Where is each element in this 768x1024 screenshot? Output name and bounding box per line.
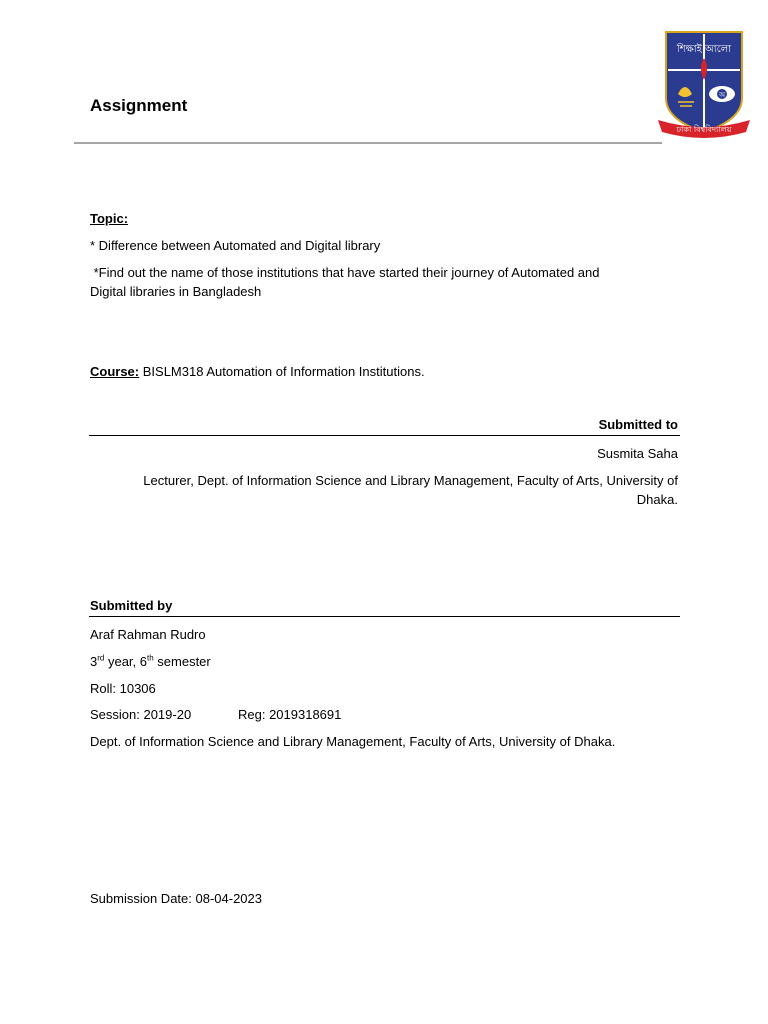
submitted-to-designation-1: Lecturer, Dept. of Information Science and Library Management, Faculty of Arts, University of bbox=[143, 473, 678, 488]
year-suffix: rd bbox=[97, 653, 105, 663]
submitted-by-heading: Submitted by bbox=[90, 598, 173, 613]
submission-date: Submission Date: 08-04-2023 bbox=[90, 891, 262, 906]
logo-eye-letter: অ bbox=[718, 91, 726, 99]
topic-item-1: * Difference between Automated and Digital library bbox=[90, 238, 381, 253]
year-text: year, 6 bbox=[104, 654, 147, 669]
logo-ribbon-text: ঢাকা বিশ্ববিদ্যালয় bbox=[676, 125, 732, 134]
submitted-to-designation-2: Dhaka. bbox=[636, 492, 678, 507]
page-title: Assignment bbox=[90, 96, 188, 115]
course-value: BISLM318 Automation of Information Institutions. bbox=[139, 364, 425, 379]
topic-item-2-line-2: Digital libraries in Bangladesh bbox=[90, 284, 262, 299]
course-line bbox=[90, 363, 425, 381]
course-label: Course: bbox=[90, 364, 140, 379]
title-divider bbox=[74, 142, 662, 144]
topic-item-2-line-1: *Find out the name of those institutions that have started their journey of Automated and bbox=[90, 265, 600, 280]
semester-suffix: th bbox=[147, 653, 154, 663]
student-roll: Roll: 10306 bbox=[90, 681, 156, 696]
university-logo bbox=[656, 28, 752, 140]
logo-motto: শিক্ষাই আলো bbox=[676, 44, 732, 55]
submitted-to-divider bbox=[89, 435, 680, 436]
submitted-to-name: Susmita Saha bbox=[597, 446, 678, 461]
year-number: 3 bbox=[90, 654, 98, 669]
student-name: Araf Rahman Rudro bbox=[90, 627, 206, 642]
semester-text: semester bbox=[153, 654, 211, 669]
student-year-semester bbox=[90, 653, 211, 671]
topic-label: Topic: bbox=[90, 211, 129, 226]
student-dept: Dept. of Information Science and Library Management, Faculty of Arts, University of Dhaka. bbox=[90, 734, 616, 749]
student-session: Session: 2019-20 bbox=[90, 707, 192, 722]
submitted-to-heading: Submitted to bbox=[598, 417, 678, 432]
student-reg: Reg: 2019318691 bbox=[238, 707, 342, 722]
submitted-by-divider bbox=[89, 616, 680, 617]
